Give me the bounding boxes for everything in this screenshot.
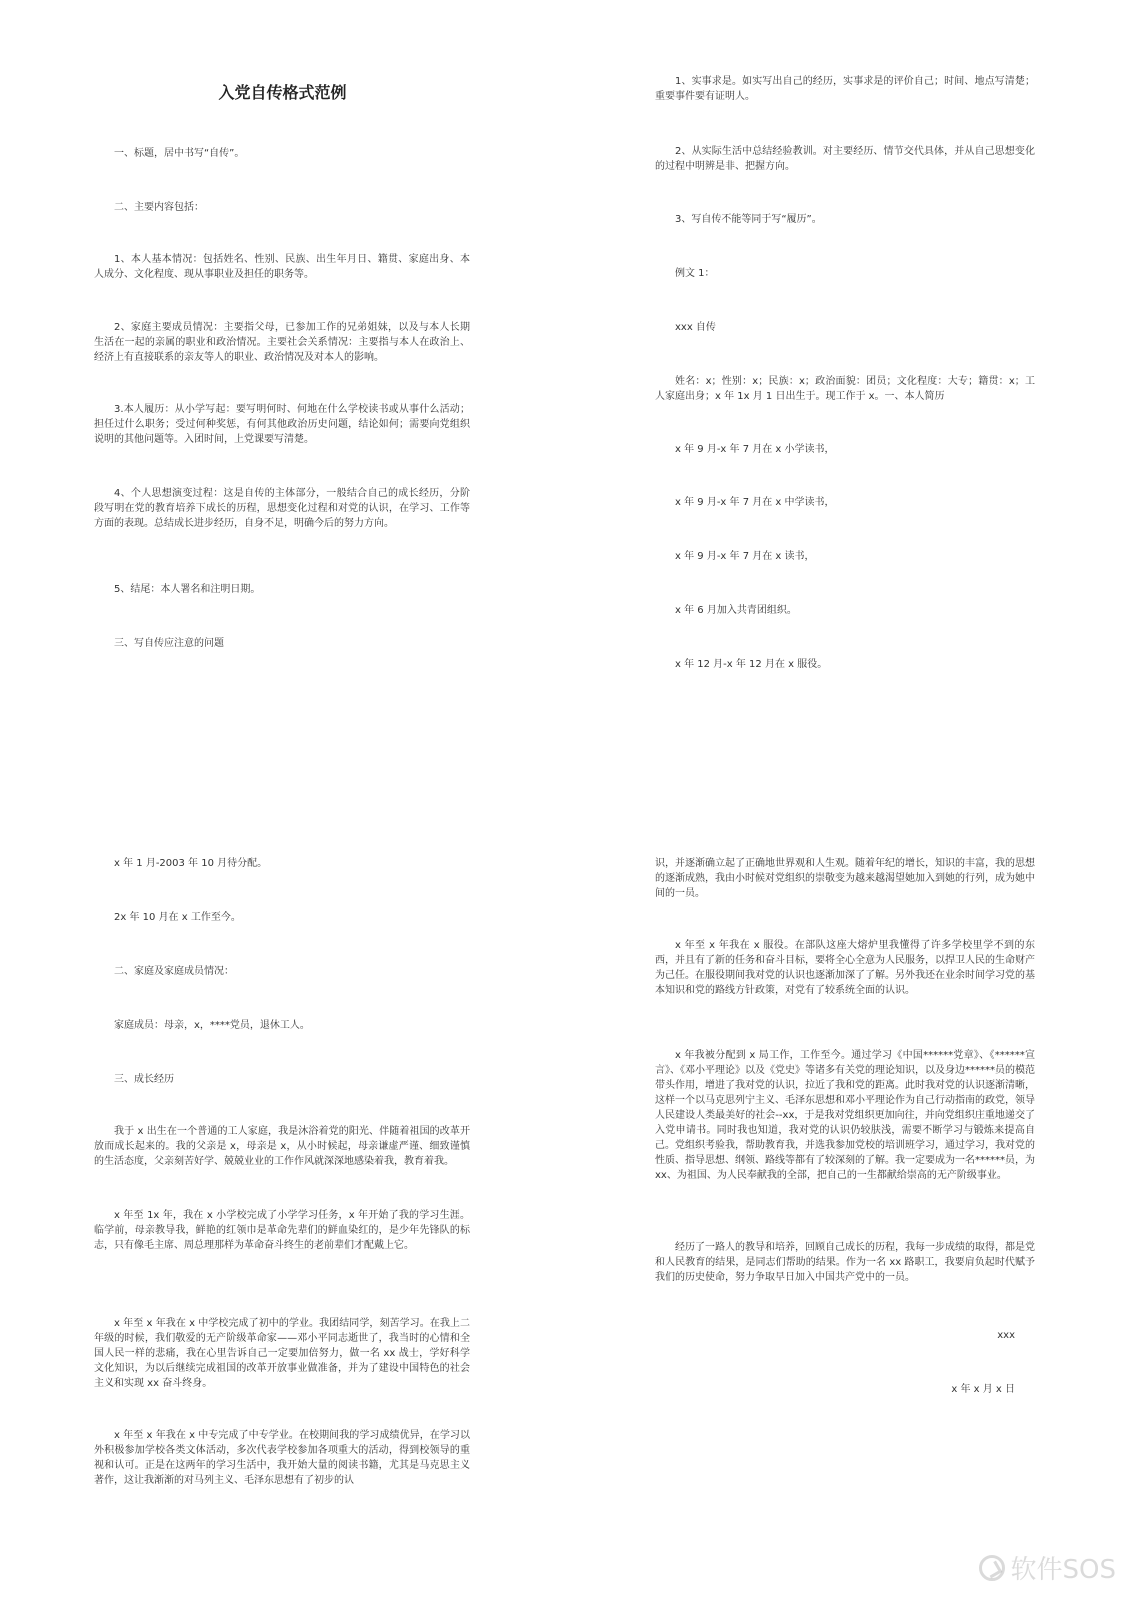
paragraph: 3.本人履历：从小学写起：要写明何时、何地在什么学校读书或从事什么活动；担任过什么职务；受过何种奖惩，有何其他政治历史问题，结论如何；需要向党组织说明的其他问题等。入团时间，上党课要写清楚。 [94,404,470,445]
paragraph: 2、从实际生活中总结经验教训。对主要经历、情节交代具体，并从自己思想变化的过程中明辨是非、把握方向。 [655,146,1035,172]
paragraph: 4、个人思想演变过程：这是自传的主体部分，一般结合自己的成长经历，分阶段写明在党的教育培养下成长的历程，思想变化过程和对党的认识，在学习、工作等方面的表现。总结成长进步经历，自身不足，明确今后的努力方向。 [94,488,470,529]
signature: xxx [997,1330,1015,1341]
paragraph: 二、家庭及家庭成员情况： [114,966,234,977]
page-top-left [0,0,565,800]
paragraph: 2x 年 10 月在 x 工作至今。 [114,912,241,923]
paragraph: 1、本人基本情况：包括姓名、性别、民族、出生年月日、籍贯、家庭出身、本人成分、文化程度、现从事职业及担任的职务等。 [94,254,470,280]
date: x 年 x 月 x 日 [951,1384,1015,1395]
paragraph: 一、标题，居中书写“自传”。 [114,148,245,159]
paragraph: 识，并逐渐确立起了正确地世界观和人生观。随着年纪的增长，知识的丰富，我的思想的逐渐成熟，我由小时候对党组织的崇敬变为越来越渴望她加入到她的行列，成为她中间的一员。 [655,858,1035,899]
paragraph: 例文 1： [675,268,715,279]
paragraph: 二、主要内容包括： [114,202,204,213]
sos-logo-icon [979,1555,1005,1581]
paragraph: x 年至 x 年我在 x 中专完成了中专学业。在校期间我的学习成绩优异，在学习以外积极参加学校各类文体活动，多次代表学校参加各项重大的活动，得到校领导的重视和认可。正是在这两年的学习生活中，我开始大量的阅读书籍，尤其是马克思主义著作，这让我渐渐的对马列主义、毛泽东思想有了初步的认 [94,1430,470,1486]
paragraph: x 年 1 月-2003 年 10 月待分配。 [114,858,268,869]
page-top-right [565,0,1130,800]
paragraph: 我于 x 出生在一个普通的工人家庭，我是沐浴着党的阳光、伴随着祖国的改革开放而成长起来的。我的父亲是 x，母亲是 x，从小时候起，母亲谦虚严谨、细致谨慎的生活态度，父亲刻苦好学、兢兢业业的工作作风就深深地感染着我，教育着我。 [94,1126,470,1167]
paragraph: 3、写自传不能等同于写“履历”。 [675,214,822,225]
watermark-text: 软件SOS [1010,1555,1116,1585]
paragraph: x 年 9 月-x 年 7 月在 x 读书， [675,551,815,562]
paragraph: x 年至 1x 年，我在 x 小学校完成了小学学习任务，x 年开始了我的学习生涯。临学前，母亲教导我，鲜艳的红领巾是革命先辈们的鲜血染红的，是少年先锋队的标志，只有像毛主席、周总理那样为革命奋斗终生的老前辈们才配戴上它。 [94,1210,470,1251]
paragraph: 三、成长经历 [114,1074,174,1085]
paragraph: 5、结尾：本人署名和注明日期。 [114,584,261,595]
paragraph: x 年我被分配到 x 局工作，工作至今。通过学习《中国******党章》、《******宣言》、《邓小平理论》以及《党史》等诸多有关党的理论知识，以及身边******员的模范带头作用，增进了我对党的认识，拉近了我和党的距离。此时我对党的认识逐渐清晰，这样一个以马克思列宁主义、毛泽东思想和邓小平理论作为自己行动指南的政党，领导人民建设人类最美好的社会--xx，于是我对党组织更加向往，并向党组织庄重地递交了入党申请书。同时我也知道，我对党的认识仍较肤浅，需要不断学习与锻炼来提高自己。党组织考验我，帮助教育我，并选我参加党校的培训班学习，通过学习，我对党的性质、指导思想、纲领、路线等都有了较深刻的了解。我一定要成为一名******员，为 xx、为祖国、为人民奉献我的全部，把自己的一生都献给崇高的无产阶级事业。 [655,1050,1039,1181]
paragraph: 经历了一路人的教导和培养，回顾自己成长的历程，我每一步成绩的取得，都是党和人民教育的结果，是同志们帮助的结果。作为一名 xx 路职工，我要肩负起时代赋予我们的历史使命，努力争取早日加入中国共产党中的一员。 [655,1242,1035,1283]
paragraph: x 年 9 月-x 年 7 月在 x 小学读书， [675,444,835,455]
paragraph: 家庭成员：母亲，x，****党员，退休工人。 [114,1020,310,1031]
paragraph: 姓名：x；性别：x；民族：x；政治面貌：团员；文化程度：大专；籍贯：x；工人家庭出身；x 年 1x 月 1 日出生于。现工作于 x。一、本人简历 [655,376,1035,402]
paragraph: xxx 自传 [675,322,716,333]
paragraph: x 年 6 月加入共青团组织。 [675,605,797,616]
paragraph: x 年 12 月-x 年 12 月在 x 服役。 [675,659,828,670]
paragraph: 1、实事求是。如实写出自己的经历，实事求是的评价自己；时间、地点写清楚；重要事件要有证明人。 [655,76,1035,102]
watermark [979,1549,1116,1586]
paragraph: 三、写自传应注意的问题 [114,638,224,649]
page-bottom-right [565,800,1130,1600]
document-title: 入党自传格式范例 [218,83,347,102]
paragraph: 2、家庭主要成员情况：主要指父母，已参加工作的兄弟姐妹，以及与本人长期生活在一起的亲属的职业和政治情况。主要社会关系情况：主要指与本人在政治上、经济上有直接联系的亲友等人的职业、政治情况及对本人的影响。 [94,322,470,363]
page-bottom-left [0,800,565,1600]
paragraph: x 年 9 月-x 年 7 月在 x 中学读书， [675,497,835,508]
paragraph: x 年至 x 年我在 x 服役。在部队这座大熔炉里我懂得了许多学校里学不到的东西，并且有了新的任务和奋斗目标，要将全心全意为人民服务，以捍卫人民的生命财产为己任。在服役期间我对党的认识也逐渐加深了了解。另外我还在业余时间学习党的基本知识和党的路线方针政策，对党有了较系统全面的认识。 [655,940,1035,996]
paragraph: x 年至 x 年我在 x 中学校完成了初中的学业。我团结同学，刻苦学习。在我上二年级的时候，我们敬爱的无产阶级革命家——邓小平同志逝世了，我当时的心情和全国人民一样的悲痛，我在心里告诉自己一定要加倍努力，做一名 xx 战士，学好科学文化知识，为以后继续完成祖国的改革开放事业做准备，并为了建设中国特色的社会主义和实现 xx 奋斗终身。 [94,1318,470,1389]
